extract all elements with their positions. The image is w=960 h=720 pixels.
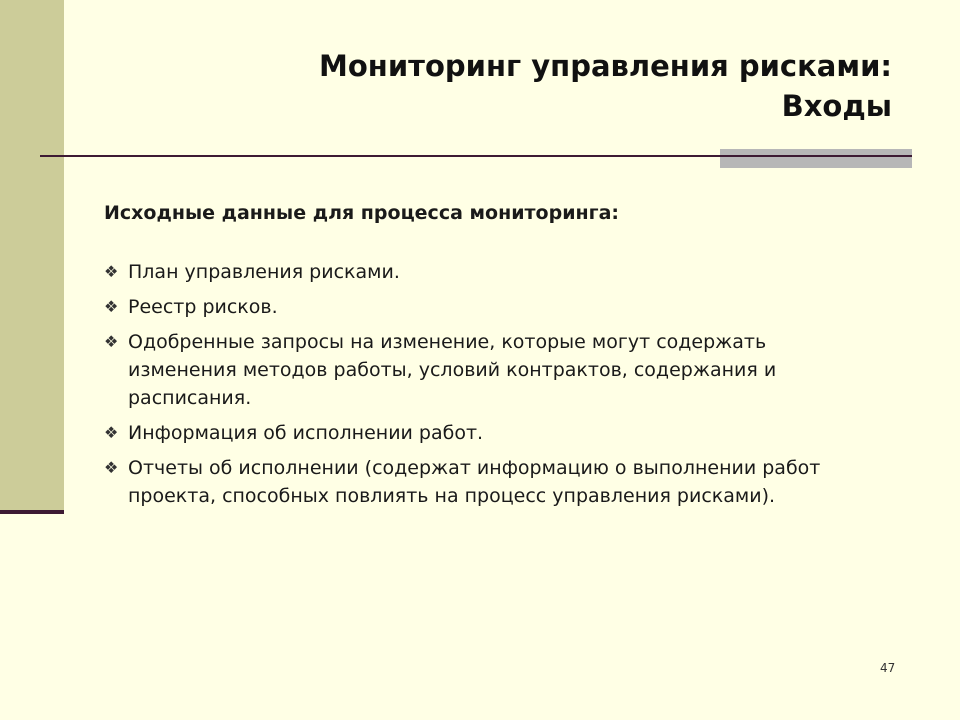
bullet-item [104,328,864,412]
bullet-item [104,293,864,321]
bullet-list [104,258,864,517]
title-rule [40,155,912,157]
bullet-item [104,419,864,447]
title-rule-accent [720,149,912,168]
bullet-text: План управления рисками. [128,261,400,283]
section-heading: Исходные данные для процесса мониторинга: [104,202,619,224]
left-decorative-band [0,0,64,512]
left-band-underline [0,510,64,514]
diamond-bullet-icon: ❖ [104,297,119,316]
diamond-bullet-icon: ❖ [104,458,119,477]
bullet-text: Реестр рисков. [128,296,278,318]
diamond-bullet-icon: ❖ [104,332,119,351]
bullet-text: Одобренные запросы на изменение, которые могут содержать изменения методов работы, условий контрактов, содержания и расписания. [128,331,777,409]
slide-title [172,46,892,126]
slide-title-line-1: Мониторинг управления рисками: [319,49,892,83]
slide-title-line-2: Входы [781,89,892,123]
diamond-bullet-icon: ❖ [104,262,119,281]
bullet-text: Информация об исполнении работ. [128,422,484,444]
bullet-text: Отчеты об исполнении (содержат информацию о выполнении работ проекта, способных повлиять на процесс управления рисками). [128,457,821,507]
bullet-item [104,454,864,510]
bullet-item [104,258,864,286]
page-number: 47 [880,661,896,675]
diamond-bullet-icon: ❖ [104,423,119,442]
